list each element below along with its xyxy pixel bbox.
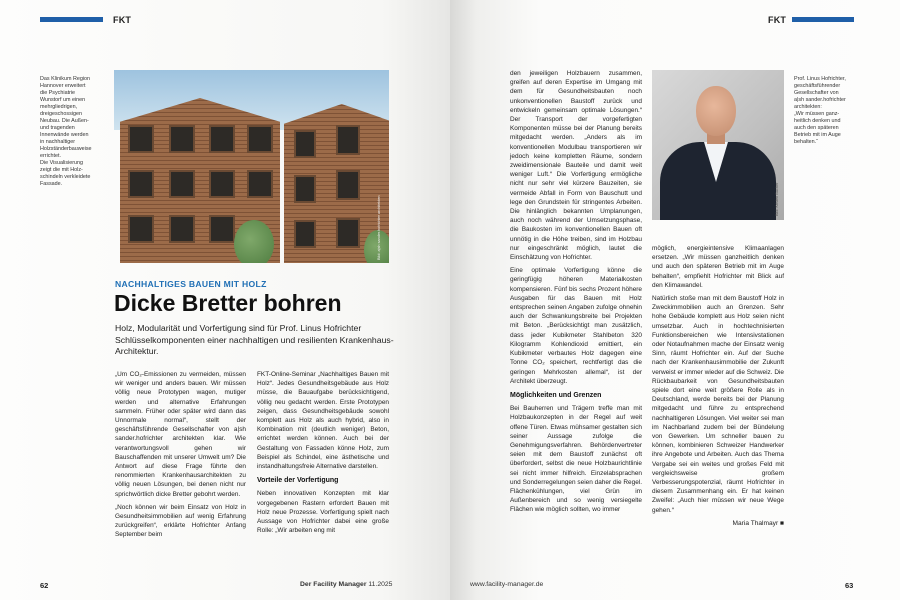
author-signature: Maria Thalmayr ■ (732, 519, 784, 527)
paragraph: Natürlich stoße man mit dem Baustoff Holz in Zweckimmobilien auch an Grenzen. Sehr hohe Gebäude komplett aus Holz seien nicht umsetzbar. Auch in hochtechnisierten Funktionsbereichen wie Intensivstationen oder Notaufnahmen mache der Einsatz wenig Sinn, räumt Hofrichter ein. Auf der Suche nach der Krankenhausimmobilie der Zukunft verweist er immer wieder auf die Schweiz. Die Rückbaubarkeit von Gesundheitsbauten spiele dort eine weit größere Rolle als in Deutschland, werde bereits bei der Planung mitgedacht und führe zu entsprechend nachhaltigeren Lösungen. Viel weiter sei man im Nachbarland zudem bei der Bündelung von Gewerken. Um schneller bauen zu können, kombinieren Schweizer Handwerker ihre Angebote und Arbeiten. Auch das Thema Vergabe sei ein weites und großes Feld mit vergleichsweise großem Verbesserungspotenzial, räumt Hofrichter in diesem Zusammenhang ein. Er hat keinen Zweifel: „Auch hier müssen wir neue Wege gehen.“ (652, 295, 784, 514)
text-column-1 (115, 370, 246, 544)
text-column-4 (652, 244, 784, 528)
section-bar (40, 17, 103, 22)
text-column-2 (257, 370, 389, 539)
window (169, 170, 195, 198)
portrait-photo (652, 70, 784, 220)
paragraph: Eine optimale Vorfertigung könne die geringfügig höheren Materialkosten kompensieren. Fünf bis sechs Prozent höhere Ausgaben für das Bauen mit Holz entsprechen seinen Angaben zufolge ohnehin auch der Schwankungsbreite bei Projekten mit Beton. „Berücksichtigt man zusätzlich, dass jeder Kubikmeter Stahlbeton 320 Kilogramm Kohlendioxid emittiert, ein Kubikmeter verbautes Holz dagegen eine Tonne CO₂ speichert, rechtfertigt das die geringen Mehrkosten allemal“, ist der Architekt überzeugt. (510, 267, 642, 385)
portrait-caption: Prof. Linus Hofrichter, geschäftsführender Gesellschafter von a|sh sander.hofrichter architekten: „Wir müssen ganz- heitlich denken und auch den späteren Betrieb mit im Auge behalten.“ (794, 76, 846, 145)
subheading: Vorteile der Vorfertigung (257, 477, 339, 485)
tree (234, 220, 274, 263)
page-number: 62 (40, 581, 49, 590)
paragraph: den jeweiligen Holzbauern zusammen, greifen auf deren Expertise im Umgang mit dem für Gesundheitsbauten noch unkonventionellen Baustoff zurück und entwickeln gemeinsam optimale Lösungen.“ Der Transport der vorgefertigten Komponenten müsse bei der Planung bereits mitgedacht werden. „Anders als im konventionellen Modulbau transportieren wir jedoch keine kompletten Räume, sondern zweidimensionale Bauteile und damit weit weniger Luft.“ Die Vorfertigung ermögliche nicht nur sehr viel kürzere Bauzeiten, sie vermeide Abfall in Form von Bauschutt und lege den Grundstein für stringentes Arbeiten. Die hinlänglich bekannten Umplanungen, auch noch während der Umsetzungsphase, die Baukosten im konventionellen Bauen oft unnötig in die Höhe treiben, sind im Holzbau nur eingeschränkt möglich, lautet die Einschätzung von Hofrichter. (510, 70, 642, 262)
building-visualization (114, 70, 389, 263)
text-column-3 (510, 69, 642, 519)
window (294, 130, 316, 158)
window (336, 218, 360, 248)
subheading: Möglichkeiten und Grenzen (510, 391, 602, 399)
window (209, 215, 235, 243)
photo-caption: Das Klinikum Region Hannover erweitert die Psychiatrie Wunstorf um einen mehrgliedrigen, dreigeschossigen Neubau. Die Außen- und tragenden Innenwände werden in nachhaltiger Holzständerbauweise errichtet. Die Visualisierung zeigt die mit Holz- schindeln verkleidete Fassade. (40, 76, 92, 187)
section-label: FKT (113, 15, 132, 25)
paragraph: „Um CO₂-Emissionen zu vermeiden, müssen wir weniger und anders bauen. Wir müssen völlig neue Prototypen wagen, mutiger werden und alternative Erfahrungen sammeln. Früher oder später wird dann das Unnormale normal“, stellt der geschäftsführende Gesellschafter von a|sh sander.hofrichter architekten klar. Wie verantwortungsvoll gehen wir Bauschaffenden mit unserer Umwelt um? Die Antwort auf diese Frage führte den renommierten Krankenhausarchitekten zu völlig neuen Lösungen, bei denen nicht nur sprichwörtlich dicke Bretter gebohrt werden. (115, 371, 246, 498)
window (169, 215, 195, 243)
paragraph: möglich, energieintensive Klimaanlagen ersetzen. „Wir müssen ganzheitlich denken und auch den späteren Betrieb mit im Auge behalten“, empfiehlt Hofrichter mit Blick auf den Klimawandel. (652, 245, 784, 289)
window (294, 220, 316, 248)
window (128, 215, 154, 243)
window (209, 125, 235, 153)
paragraph: FKT-Online-Seminar „Nachhaltiges Bauen mit Holz“. Jedes Gesundheitsgebäude aus Holz müsse, die Bauaufgabe berücksichtigend, völlig neu gedacht werden. Erste Prototypen zeigen, dass Gesundheitsgebäude sowohl komplett aus Holz als auch hybrid, also in Kombination mit (deutlich weniger) Beton, errichtet werden können. Auch bei der Gestaltung von Fassaden könne Holz, zum Beispiel als Schindel, eine ästhetische und instandhaltungsfreie Alternative darstellen. (257, 371, 389, 471)
page-number: 63 (845, 581, 854, 590)
window (336, 170, 360, 200)
article-lead: Holz, Modularität und Vorfertigung sind für Prof. Linus Hofrichter Schlüsselkomponenten einer nachhaltigen und resilienten Krankenhaus-Architektur. (115, 323, 394, 357)
window (247, 125, 273, 153)
section-label: FKT (768, 15, 787, 25)
magazine-title: Der Facility Manager 11.2025 (300, 581, 393, 588)
paragraph: „Noch können wir beim Einsatz von Holz in Gesundheitsimmobilien auf wenig Erfahrung zurückgreifen“, erklärte Hofrichter Anfang September beim (115, 503, 246, 539)
window (336, 125, 360, 155)
portrait-credit: Bild: Kristen Bucher (775, 182, 779, 216)
window (128, 170, 154, 198)
window (128, 125, 154, 153)
website-url[interactable]: www.facility-manager.de (470, 581, 544, 588)
window (247, 170, 273, 198)
window (209, 170, 235, 198)
section-bar (792, 17, 854, 22)
article-kicker: NACHHALTIGES BAUEN MIT HOLZ (115, 279, 267, 289)
paragraph: Bei Bauherren und Trägern treffe man mit Holzbaukonzepten in der Regel auf weit offene Türen. Etwas mühsamer gestalten sich seiner Aussage zufolge die Genehmigungsverfahren. Behördenvertreter seien mit dem Baustoff zunächst oft überfordert, selbst die neue Holzbaurichtlinie sei nicht immer hilfreich. Einzelabsprachen und Sonderregelungen seien daher die Regel. Flächenkühlungen, viel Grün im Außenbereich und so wenig versiegelte Flächen wie möglich sollten, wo immer (510, 405, 642, 514)
window (294, 175, 316, 203)
article-headline: Dicke Bretter bohren (114, 290, 342, 316)
photo-credit: Bild: a|sh sander.hofrichter architekten (377, 195, 381, 260)
window (169, 125, 195, 153)
paragraph: Neben innovativen Konzepten mit klar vorgegebenen Rastern erfordert Bauen mit Holz neue Prozesse. Vorfertigung spielt nach Aussage von Hofrichter dabei eine große Rolle: „Wir arbeiten eng mit (257, 490, 389, 535)
head (696, 86, 736, 136)
